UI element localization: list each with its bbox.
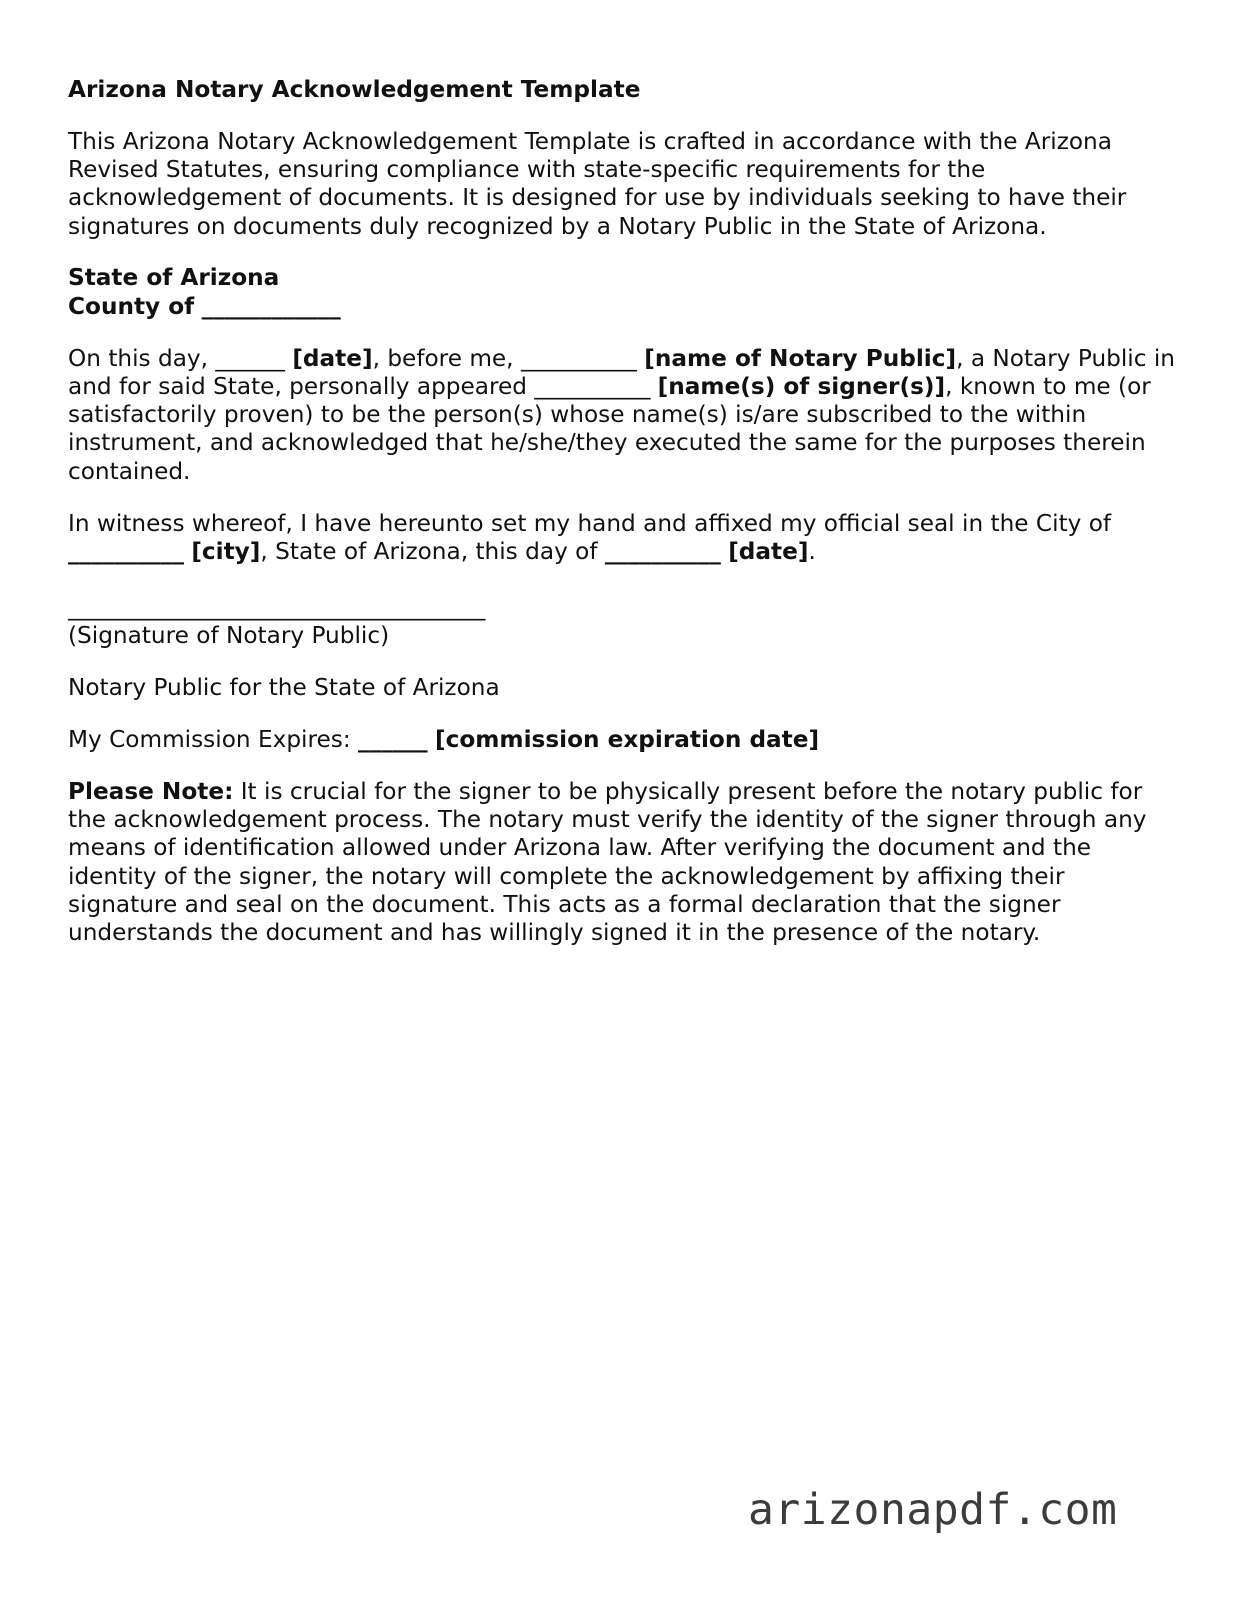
witness-text-1: In witness whereof, I have hereunto set my hand and affixed my official seal in the City of [68, 509, 1112, 537]
note-label: Please Note: [68, 777, 234, 805]
document-page [68, 76, 1178, 971]
ack-notary-label: [name of Notary Public] [644, 344, 957, 372]
acknowledgement-paragraph [68, 345, 1178, 486]
ack-text-4: , known to me (or satisfactorily proven) to be the person(s) whose name(s) is/are subscribed to the within instrument, and acknowledged that he/she/they executed the same for the purposes therein contained. [68, 372, 1151, 485]
note-text: It is crucial for the signer to be physically present before the notary public for the acknowledgement process. The notary must verify the identity of the signer through any means of identification allowed under Arizona law. After verifying the document and the identity of the signer, the notary will complete the acknowledgement by affixing their signature and seal on the document. This acts as a formal declaration that the signer understands the document and has willingly signed it in the presence of the notary. [68, 777, 1147, 947]
ack-notary-blank: __________ [520, 344, 637, 372]
notary-for-state: Notary Public for the State of Arizona [68, 674, 500, 702]
witness-city-label: [city] [191, 537, 261, 565]
witness-date-blank: __________ [604, 537, 721, 565]
intro-paragraph: This Arizona Notary Acknowledgement Template is crafted in accordance with the Arizona Revised Statutes, ensuring compliance with state-specific requirements for the acknowledgement of documents. It is designed for use by individuals seeking to have their signatures on documents duly recognized by a Notary Public in the State of Arizona. [68, 127, 1127, 240]
witness-date-label: [date] [728, 537, 809, 565]
venue-county-label: County of [68, 292, 195, 320]
venue-block [68, 264, 1178, 321]
venue-county-blank: ____________ [201, 292, 341, 320]
ack-date-blank: ______ [215, 344, 285, 372]
ack-signer-label: [name(s) of signer(s)] [657, 372, 946, 400]
witness-text-2: , State of Arizona, this day of [260, 537, 605, 565]
signature-caption: (Signature of Notary Public) [68, 622, 390, 650]
witness-city-blank: __________ [68, 537, 184, 565]
witness-paragraph [68, 510, 1178, 567]
ack-text-3: , a Notary Public in and for said State, personally appeared [68, 344, 1176, 400]
document-title: Arizona Notary Acknowledgement Template [68, 76, 641, 103]
witness-text-3: . [808, 537, 816, 565]
ack-text-2: , before me, [372, 344, 521, 372]
venue-state: State of Arizona [68, 264, 280, 292]
ack-text-1: On this day, [68, 344, 216, 372]
signature-line: ____________________________________ [68, 594, 486, 622]
commission-label: My Commission Expires: [68, 726, 359, 754]
watermark-text: arizonapdf.com [748, 1485, 1118, 1535]
commission-blank: ______ [358, 726, 428, 754]
commission-line [68, 726, 1178, 754]
commission-date-label: [commission expiration date] [434, 726, 820, 754]
ack-date-label: [date] [292, 344, 373, 372]
ack-signer-blank: __________ [534, 372, 651, 400]
note-paragraph [68, 778, 1178, 948]
